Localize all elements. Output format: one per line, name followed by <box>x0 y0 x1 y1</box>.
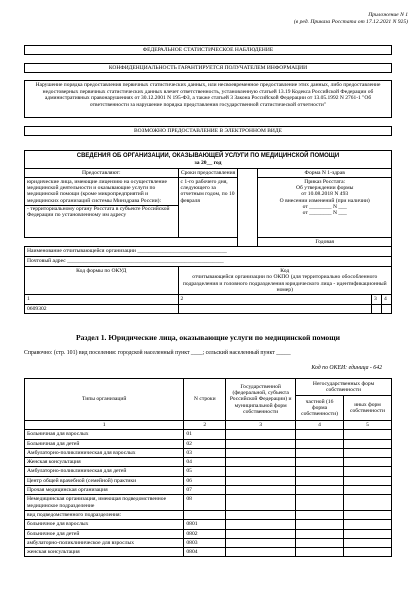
row-value-other[interactable] <box>344 495 392 511</box>
row-value-private[interactable] <box>296 548 344 557</box>
row-number: 08 <box>184 495 226 511</box>
order-line3: от 10.08.2018 N 493 <box>301 191 349 198</box>
row-org-type: амбулаторно-поликлиническое для взрослых <box>25 538 184 547</box>
row-value-state[interactable] <box>226 529 296 538</box>
table-row <box>25 520 392 529</box>
table-row <box>25 538 392 547</box>
col-num-5: 5 <box>344 421 392 430</box>
table-row <box>25 548 392 557</box>
order-line5: от ________ N ___ <box>302 204 347 211</box>
row-value-state[interactable] <box>226 467 296 476</box>
providers-text-2: - территориальному органу Росстата в субъекте Российской Федерации по установленному им адресу <box>25 205 178 219</box>
row-value-other[interactable] <box>344 458 392 467</box>
col-num-2: 2 <box>184 421 226 430</box>
row-value-private[interactable] <box>296 529 344 538</box>
appendix-line1: Приложение N 1 <box>368 12 408 18</box>
code-label: Код <box>280 268 290 275</box>
table-row <box>25 495 392 511</box>
code-form-header: Код формы по ОКУД <box>25 267 179 295</box>
table-row <box>25 467 392 476</box>
row-value-private[interactable] <box>296 510 344 519</box>
code-description: отчитывающейся организации по ОКПО (для территориально обособленного подразделения и головного подразделения юридического лица - идентификационный номер) <box>182 274 387 294</box>
row-value-other[interactable] <box>344 476 392 485</box>
row-value-state[interactable] <box>226 495 296 511</box>
code-header <box>178 267 391 295</box>
num-2: 2 <box>178 295 371 304</box>
row-value-other[interactable] <box>344 439 392 448</box>
row-value-state[interactable] <box>226 430 296 439</box>
col-num-4: 4 <box>296 421 344 430</box>
num-4: 4 <box>381 295 391 304</box>
header-nonstate: Негосударственных форм собственности <box>296 379 392 396</box>
row-org-type: Амбулаторно-поликлиническая для взрослых <box>25 448 184 457</box>
row-value-other[interactable] <box>344 448 392 457</box>
providers-text-1: юридические лица, имеющие лицензию на осуществление медицинской деятельности и оказывающие услуги по медицинской помощи (кроме микропредприятий и медицинских организаций системы Минздрава России): <box>27 178 167 204</box>
row-value-private[interactable] <box>296 486 344 495</box>
confidential-box <box>24 63 392 73</box>
row-number: 02 <box>184 439 226 448</box>
form-number: Форма N 1-здрав <box>258 168 392 177</box>
row-value-private[interactable] <box>296 448 344 457</box>
table-row <box>25 448 392 457</box>
table-row <box>25 430 392 439</box>
row-org-type: Женская консультация <box>25 458 184 467</box>
order-line4: О внесении изменений (при наличии) <box>279 197 370 204</box>
row-value-private[interactable] <box>296 458 344 467</box>
periodicity: Годовая <box>258 237 392 246</box>
org-name-field[interactable]: Наименование отчитывающейся организации ________________________________ <box>25 247 392 257</box>
header-state: Государственной (федеральной, субъекта Российской Федерации) и муниципальной форм собственности <box>226 379 296 421</box>
postal-address-field[interactable]: Почтовый адрес ________________________________________________________ <box>25 257 392 267</box>
row-value-private[interactable] <box>296 467 344 476</box>
row-number <box>184 510 226 519</box>
row-org-type: вид подведомственного подразделения: <box>25 510 184 519</box>
okud-code: 0609302 <box>25 304 179 313</box>
order-line1: Приказ Росстата: <box>304 178 346 185</box>
row-number: 05 <box>184 467 226 476</box>
table-row <box>25 529 392 538</box>
row-value-private[interactable] <box>296 476 344 485</box>
row-org-type: Больничная для детей <box>25 439 184 448</box>
appendix-note <box>294 12 408 25</box>
row-value-private[interactable] <box>296 538 344 547</box>
row-value-private[interactable] <box>296 439 344 448</box>
header-row-number: N строки <box>184 379 226 421</box>
confidential-text: КОНФИДЕНЦИАЛЬНОСТЬ ГАРАНТИРУЕТСЯ ПОЛУЧАТЕЛЕМ ИНФОРМАЦИИ <box>108 65 308 71</box>
row-value-other[interactable] <box>344 486 392 495</box>
row-value-other[interactable] <box>344 529 392 538</box>
okpo-field[interactable] <box>178 304 371 313</box>
table-row <box>25 458 392 467</box>
row-value-state[interactable] <box>226 538 296 547</box>
row-value-other[interactable] <box>344 520 392 529</box>
col-num-1: 1 <box>25 421 184 430</box>
row-org-type: больничное для детей <box>25 529 184 538</box>
reference-line: Справочно: (стр. 101) вид поселения: городской населенный пункт ____; сельский населенный пункт _____ <box>24 350 291 356</box>
table-row <box>25 476 392 485</box>
row-value-other[interactable] <box>344 467 392 476</box>
row-value-other[interactable] <box>344 538 392 547</box>
row-value-private[interactable] <box>296 520 344 529</box>
form-title: СВЕДЕНИЯ ОБ ОРГАНИЗАЦИИ, ОКАЗЫВАЮЩЕЙ УСЛУГИ ПО МЕДИЦИНСКОЙ ПОМОЩИ <box>25 151 392 161</box>
col-deadlines-header: Сроки предоставления <box>178 168 238 177</box>
row-org-type: Немедицинская организация, имеющая подведомственное медицинское подразделение <box>25 495 184 511</box>
electronic-box <box>24 126 392 136</box>
row-number: 03 <box>184 448 226 457</box>
order-cell <box>258 177 392 237</box>
num-1: 1 <box>25 295 179 304</box>
providers-cell <box>25 177 179 237</box>
row-value-other[interactable] <box>344 430 392 439</box>
row-value-state[interactable] <box>226 548 296 557</box>
row-number: 0802 <box>184 529 226 538</box>
row-value-state[interactable] <box>226 476 296 485</box>
order-line6: от ________ N ___ <box>302 210 347 217</box>
row-value-state[interactable] <box>226 458 296 467</box>
row-org-type: Амбулаторно-поликлиническая для детей <box>25 467 184 476</box>
appendix-line2: (в ред. Приказа Росстата от 17.12.2021 N 925) <box>293 18 408 25</box>
section-title: Раздел 1. Юридические лица, оказывающие услуги по медицинской помощи <box>76 333 340 342</box>
okei-code: Код по ОКЕИ: единица - 642 <box>311 365 382 371</box>
row-number: 0801 <box>184 520 226 529</box>
row-number: 07 <box>184 486 226 495</box>
num-3: 3 <box>371 295 381 304</box>
row-value-state[interactable] <box>226 520 296 529</box>
table-row <box>25 439 392 448</box>
row-number: 01 <box>184 430 226 439</box>
row-number: 04 <box>184 458 226 467</box>
form-info-table <box>24 150 392 314</box>
form-year: за 20__ год <box>25 160 392 168</box>
header-other: иных форм собственности <box>344 396 392 421</box>
notice-text: Нарушение порядка предоставления первичных статистических данных, или несвоевременное предоставление этих данных, либо предоставление недостоверных первичных статистических данных влечет ответственность, установленную статьей 13.19 Кодекса Российской Федерации об административных правонарушениях от 30.12.2001 N 195-ФЗ, а также статьей 3 Закона Российской Федерации от 13.05.1992 N 2761-1 "Об ответственности за нарушение порядка представления государственной статистической отчетности" <box>35 82 381 108</box>
row-number: 0803 <box>184 538 226 547</box>
order-line2: Об утверждении формы <box>295 185 354 192</box>
row-org-type: женская консультация <box>25 548 184 557</box>
row-org-type: Больничная для взрослых <box>25 430 184 439</box>
stat-observation-text: ФЕДЕРАЛЬНОЕ СТАТИСТИЧЕСКОЕ НАБЛЮДЕНИЕ <box>142 47 274 53</box>
header-private: частной (16 форма собственности) <box>296 396 344 421</box>
row-value-state[interactable] <box>226 439 296 448</box>
deadline-cell: с 1-го рабочего дня, следующего за отчетным годом, по 10 февраля <box>178 177 238 237</box>
row-value-state[interactable] <box>226 486 296 495</box>
row-number: 0804 <box>184 548 226 557</box>
row-org-type: Прочая медицинская организация <box>25 486 184 495</box>
stat-observation-box <box>24 45 392 55</box>
col-num-3: 3 <box>226 421 296 430</box>
row-value-private[interactable] <box>296 430 344 439</box>
col-providers-header: Предоставляют: <box>25 168 179 177</box>
table-row <box>25 510 392 519</box>
row-number: 06 <box>184 476 226 485</box>
row-value-other[interactable] <box>344 548 392 557</box>
row-value-other[interactable] <box>344 510 392 519</box>
row-org-type: больничное для взрослых <box>25 520 184 529</box>
row-org-type: Центр общей врачебной (семейной) практики <box>25 476 184 485</box>
table-row <box>25 486 392 495</box>
notice-box <box>24 80 392 118</box>
row-value-private[interactable] <box>296 495 344 511</box>
electronic-text: ВОЗМОЖНО ПРЕДОСТАВЛЕНИЕ В ЭЛЕКТРОННОМ ВИДЕ <box>134 128 282 134</box>
row-value-state[interactable] <box>226 448 296 457</box>
header-org-types: Типы организаций <box>25 379 184 421</box>
section-1-table <box>24 378 392 557</box>
row-value-state[interactable] <box>226 510 296 519</box>
